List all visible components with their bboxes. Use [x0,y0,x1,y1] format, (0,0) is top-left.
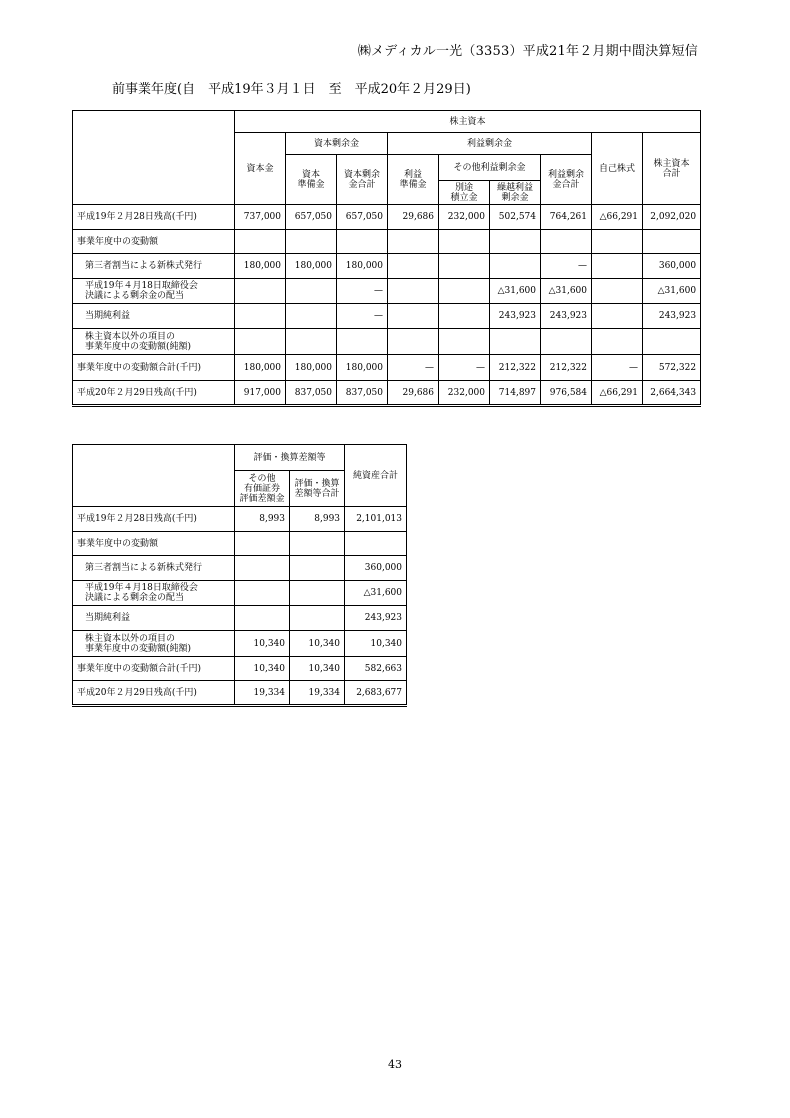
table-cell: 837,050 [337,381,388,406]
table-cell [592,304,643,329]
table-cell [235,532,290,556]
table-cell [235,230,286,254]
table-row [73,329,701,355]
table-cell [439,304,490,329]
table-cell: 360,000 [345,556,407,581]
table-cell [592,230,643,254]
row-label: 平成19年４月18日取締役会 決議による剰余金の配当 [73,581,235,606]
table-cell: 714,897 [490,381,541,406]
table-cell: 19,334 [235,681,290,706]
header-shihon-joyokin-gokei: 資本剰余 金合計 [337,155,388,205]
table-cell: 180,000 [337,254,388,279]
row-label: 第三者割当による新株式発行 [73,254,235,279]
table-cell [286,279,337,304]
table-cell: 10,340 [235,657,290,681]
header-blank-cell [73,111,235,205]
table-cell: 2,664,343 [643,381,701,406]
page-number: 43 [388,1058,402,1071]
table-cell: 232,000 [439,205,490,230]
row-label: 事業年度中の変動額合計(千円) [73,657,235,681]
table-row [73,254,701,279]
header-hyoka-kansan-gokei: 評価・換算 差額等合計 [290,471,345,507]
table-cell: 10,340 [235,631,290,657]
table-row [73,556,407,581]
table-cell: △66,291 [592,381,643,406]
header-sonota-rieki-joyokin: その他利益剰余金 [439,155,541,181]
table-cell: 10,340 [290,631,345,657]
header-kabunushi-shihon: 株主資本 [235,111,701,133]
header-kabunushi-shihon-gokei: 株主資本 合計 [643,133,701,205]
table-cell: 180,000 [337,355,388,381]
table-cell [541,230,592,254]
table-cell: 243,923 [541,304,592,329]
table-cell [235,279,286,304]
table-cell: 10,340 [345,631,407,657]
equity-statement-table-shareholders-capital [72,110,701,407]
table-cell: 8,993 [290,507,345,532]
table-row [73,381,701,406]
table-cell: — [388,355,439,381]
report-header: ㈱メディカル一光（3353）平成21年２月期中間決算短信 [357,44,698,59]
table-cell [235,304,286,329]
table-cell [337,329,388,355]
table-row [73,681,407,706]
table-cell: 657,050 [337,205,388,230]
table-cell [592,254,643,279]
header-kurikoshi-rieki: 繰越利益 剰余金 [490,181,541,205]
table-cell [286,304,337,329]
table-cell: 10,340 [290,657,345,681]
table-cell: 976,584 [541,381,592,406]
table-cell: — [439,355,490,381]
table-cell: △31,600 [490,279,541,304]
period-heading: 前事業年度(自 平成19年３月１日 至 平成20年２月29日) [112,82,471,97]
table-cell: 180,000 [286,355,337,381]
table-cell [643,329,701,355]
table-cell: 917,000 [235,381,286,406]
table-cell [235,606,290,631]
table-cell [592,279,643,304]
table-cell [345,532,407,556]
table-cell [286,230,337,254]
table-row [73,606,407,631]
table-cell [439,230,490,254]
table-cell: 2,683,677 [345,681,407,706]
equity-statement-table-valuation [72,444,407,707]
header-rieki-junbikin: 利益 準備金 [388,155,439,205]
table-cell: 19,334 [290,681,345,706]
table-row [73,230,701,254]
table-row [73,304,701,329]
table-cell: 8,993 [235,507,290,532]
header-hyoka-kansan: 評価・換算差額等 [235,445,345,471]
table-cell [490,230,541,254]
table-row [73,507,407,532]
table-cell: 737,000 [235,205,286,230]
table-cell: 29,686 [388,205,439,230]
header-blank-cell [73,445,235,507]
table-cell [235,556,290,581]
table-row [73,279,701,304]
table-row [73,355,701,381]
table-cell [290,532,345,556]
table-cell [592,329,643,355]
table-cell: 243,923 [490,304,541,329]
header-jun-shisan-gokei: 純資産合計 [345,445,407,507]
table-cell [388,304,439,329]
table-row [73,657,407,681]
row-label: 平成19年４月18日取締役会 決議による剰余金の配当 [73,279,235,304]
header-shihon-junbikin: 資本 準備金 [286,155,337,205]
header-jiko-kabushiki: 自己株式 [592,133,643,205]
row-label: 平成19年２月28日残高(千円) [73,205,235,230]
table-cell [290,581,345,606]
table-cell [290,556,345,581]
table-cell: 2,101,013 [345,507,407,532]
table-cell: 180,000 [235,254,286,279]
header-rieki-joyokin-gokei: 利益剰余 金合計 [541,155,592,205]
header-betto-tsumitatekin: 別途 積立金 [439,181,490,205]
table-cell [439,329,490,355]
table-cell [643,230,701,254]
row-label: 平成20年２月29日残高(千円) [73,381,235,406]
header-rieki-joyokin: 利益剰余金 [388,133,592,155]
row-label: 当期純利益 [73,606,235,631]
table-cell: 180,000 [235,355,286,381]
table-cell: △31,600 [541,279,592,304]
table-cell: 180,000 [286,254,337,279]
table-cell: — [592,355,643,381]
table-row [73,205,701,230]
table-cell: — [337,304,388,329]
table-cell: 764,261 [541,205,592,230]
table-cell [388,329,439,355]
table-cell: 243,923 [345,606,407,631]
table-cell [290,606,345,631]
table-cell: 212,322 [490,355,541,381]
table-row [73,581,407,606]
table-row [73,532,407,556]
table-cell: 212,322 [541,355,592,381]
table-cell [235,581,290,606]
table-cell: 29,686 [388,381,439,406]
table-cell [235,329,286,355]
header-sonota-yuka: その他 有価証券 評価差額金 [235,471,290,507]
table-cell [388,230,439,254]
table-cell [439,254,490,279]
table-cell [490,254,541,279]
table-cell: 360,000 [643,254,701,279]
table-cell: 2,092,020 [643,205,701,230]
row-label: 事業年度中の変動額 [73,230,235,254]
table-cell: 232,000 [439,381,490,406]
table-cell [388,254,439,279]
table-cell: 243,923 [643,304,701,329]
table-cell: 502,574 [490,205,541,230]
table-cell [337,230,388,254]
table-cell [490,329,541,355]
table-cell: △66,291 [592,205,643,230]
table-cell: — [541,254,592,279]
table-row [73,631,407,657]
row-label: 平成20年２月29日残高(千円) [73,681,235,706]
row-label: 株主資本以外の項目の 事業年度中の変動額(純額) [73,631,235,657]
table-cell [286,329,337,355]
row-label: 平成19年２月28日残高(千円) [73,507,235,532]
table-cell: 572,322 [643,355,701,381]
table-cell: 657,050 [286,205,337,230]
table-cell: △31,600 [643,279,701,304]
row-label: 当期純利益 [73,304,235,329]
table-cell [388,279,439,304]
header-shihon-joyokin: 資本剰余金 [286,133,388,155]
table-cell: 582,663 [345,657,407,681]
table-cell: △31,600 [345,581,407,606]
row-label: 株主資本以外の項目の 事業年度中の変動額(純額) [73,329,235,355]
row-label: 事業年度中の変動額 [73,532,235,556]
header-shihonkin: 資本金 [235,133,286,205]
table-cell [439,279,490,304]
row-label: 事業年度中の変動額合計(千円) [73,355,235,381]
table-cell [541,329,592,355]
table-cell: — [337,279,388,304]
table-cell: 837,050 [286,381,337,406]
row-label: 第三者割当による新株式発行 [73,556,235,581]
